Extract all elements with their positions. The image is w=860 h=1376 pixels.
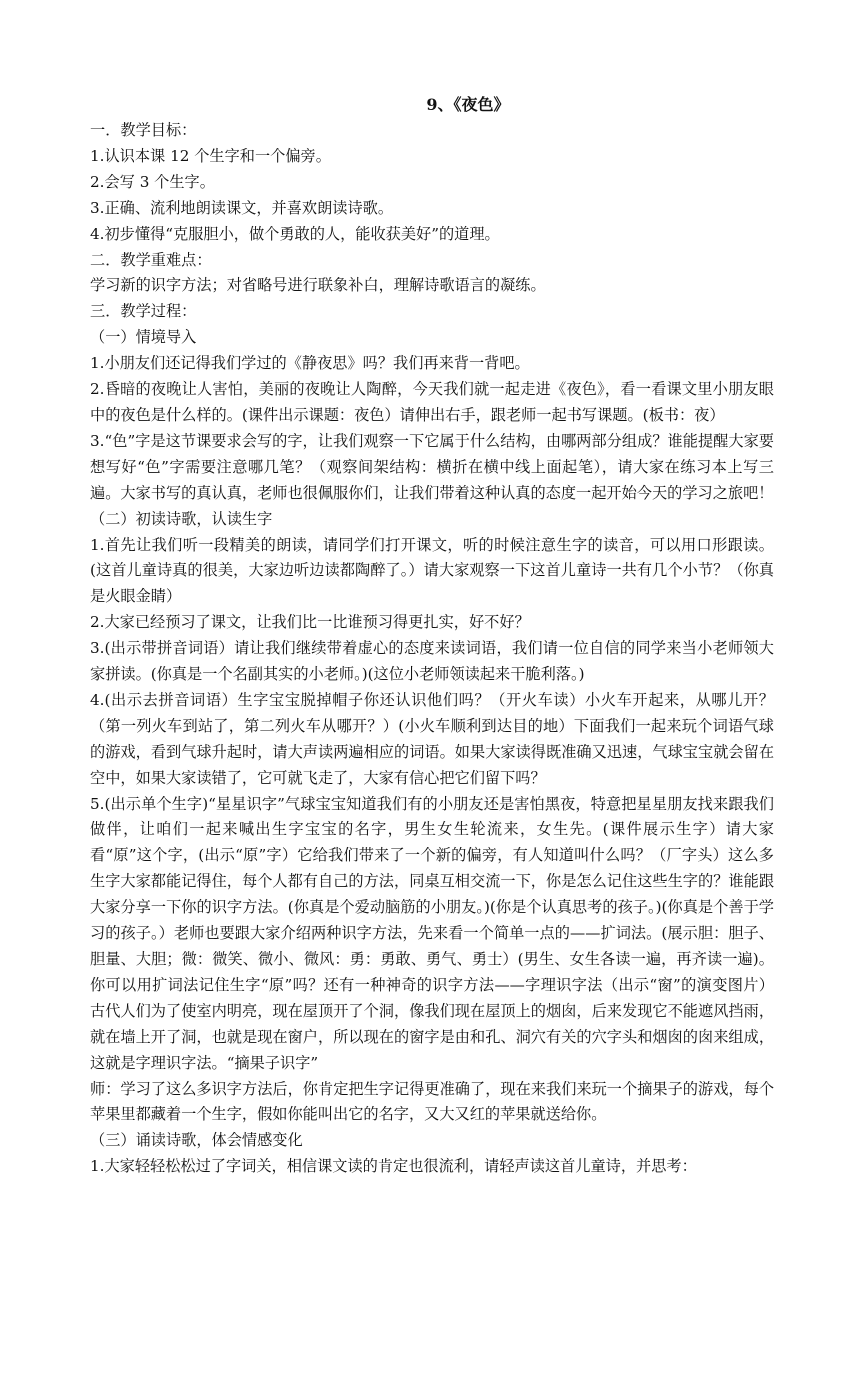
paragraph: 1.首先让我们听一段精美的朗读，请同学们打开课文，听的时候注意生字的读音，可以用口形跟读。(这首儿童诗真的很美，大家边听边读都陶醉了。）请大家观察一下这首儿童诗一共有几个小节？（你真是火眼金睛） bbox=[90, 535, 774, 606]
paragraph: 学习新的识字方法；对省略号进行联象补白，理解诗歌语言的凝练。 bbox=[90, 276, 546, 295]
section-heading: （二）初读诗歌，认读生字 bbox=[90, 509, 273, 528]
paragraph: 师：学习了这么多识字方法后，你肯定把生字记得更准确了，现在来我们来玩一个摘果子的游戏，每个苹果里都藏着一个生字，假如你能叫出它的名字，又大又红的苹果就送给你。 bbox=[90, 1079, 774, 1124]
section-heading: （三）诵读诗歌，体会情感变化 bbox=[90, 1131, 303, 1150]
paragraph: 3.正确、流利地朗读课文，并喜欢朗读诗歌。 bbox=[90, 198, 394, 217]
document-body bbox=[90, 118, 774, 1180]
paragraph: 3.“色”字是这节课要求会写的字，让我们观察一下它属于什么结构，由哪两部分组成？谁能提醒大家要想写好“色”字需要注意哪几笔？（观察间架结构：横折在横中线上面起笔），请大家在练习本上写三遍。大家书写的真认真，老师也很佩服你们，让我们带着这种认真的态度一起开始今天的学习之旅吧！ bbox=[90, 431, 774, 502]
paragraph: 2.大家已经预习了课文，让我们比一比谁预习得更扎实，好不好？ bbox=[90, 613, 530, 632]
paragraph: 5.(出示单个生字)“星星识字”气球宝宝知道我们有的小朋友还是害怕黑夜，特意把星星朋友找来跟我们做伴，让咱们一起来喊出生字宝宝的名字，男生女生轮流来，女生先。(课件展示生字）请大家看“原”这个字，(出示“原”字）它给我们带来了一个新的偏旁，有人知道叫什么吗？（厂字头）这么多生字大家都能记得住，每个人都有自己的方法，同桌互相交流一下，你是怎么记住这些生字的？谁能跟大家分享一下你的识字方法。(你真是个爱动脑筋的小朋友。)(你是个认真思考的孩子。)(你真是个善于学习的孩子。）老师也要跟大家介绍两种识字方法，先来看一个简单一点的——扩词法。(展示胆：胆子、胆量、大胆；微：微笑、微小、微风：勇：勇敢、勇气、勇士）(男生、女生各读一遍，再齐读一遍)。你可以用扩词法记住生字“原”吗？还有一种神奇的识字方法——字理识字法（出示“窗”的演变图片）古代人们为了使室内明亮，现在屋顶开了个洞，像我们现在屋顶上的烟囱，后来发现它不能遮风挡雨，就在墙上开了洞，也就是现在窗户，所以现在的窗字是由和孔、洞穴有关的穴字头和烟囱的囱来组成，这就是字理识字法。“摘果子识字” bbox=[90, 794, 774, 1072]
section-heading: 三．教学过程： bbox=[90, 302, 197, 321]
paragraph: 4.(出示去拼音词语）生字宝宝脱掉帽子你还认识他们吗？（开火车读）小火车开起来，从哪儿开？（第一列火车到站了，第二列火车从哪开？）(小火车顺利到达目的地）下面我们一起来玩个词语气球的游戏，看到气球升起时，请大声读两遍相应的词语。如果大家读得既准确又迅速，气球宝宝就会留在空中，如果大家读错了，它可就飞走了，大家有信心把它们留下吗？ bbox=[90, 690, 774, 787]
paragraph: 1.小朋友们还记得我们学过的《静夜思》吗？我们再来背一背吧。 bbox=[90, 354, 530, 373]
paragraph: 1.认识本课 12 个生字和一个偏旁。 bbox=[90, 146, 331, 165]
paragraph: 4.初步懂得“克服胆小，做个勇敢的人，能收获美好”的道理。 bbox=[90, 224, 500, 243]
paragraph: 3.(出示带拼音词语）请让我们继续带着虚心的态度来读词语，我们请一位自信的同学来当小老师领大家拼读。(你真是一个名副其实的小老师。)(这位小老师领读起来干脆利落。) bbox=[90, 639, 774, 684]
document-title: 9、《夜色》 bbox=[426, 95, 510, 114]
section-heading: 二．教学重难点： bbox=[90, 250, 212, 269]
section-heading: 一．教学目标： bbox=[90, 121, 197, 139]
section-heading: （一）情境导入 bbox=[90, 328, 197, 347]
document-page bbox=[90, 92, 774, 1180]
paragraph: 2.会写 3 个生字。 bbox=[90, 172, 215, 191]
paragraph: 2.昏暗的夜晚让人害怕，美丽的夜晚让人陶醉，今天我们就一起走进《夜色》，看一看课文里小朋友眼中的夜色是什么样的。(课件出示课题：夜色）请伸出右手，跟老师一起书写课题。(板书：夜） bbox=[90, 380, 774, 424]
paragraph: 1.大家轻轻松松过了字词关，相信课文读的肯定也很流利，请轻声读这首儿童诗，并思考： bbox=[90, 1157, 697, 1176]
